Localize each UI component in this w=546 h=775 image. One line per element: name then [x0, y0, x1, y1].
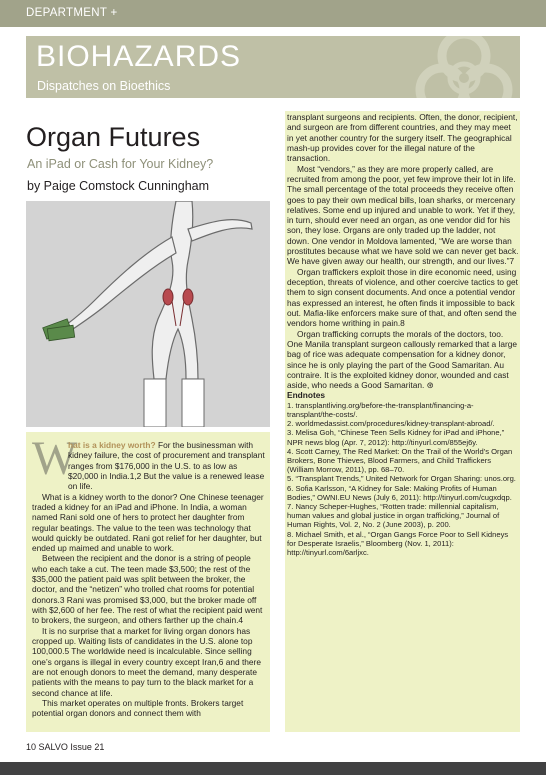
- body-paragraph: It is no surprise that a market for living organ donors has cropped up. Waiting lists of candidates in the U.S. alone top 100,000.5 The worldwide need is incalculable. Since selling one’s organs is illegal in every country except Iran,6 and there are not enough donors to meet the demand, many desperate patients with the means to pay turn to the black market for a second chance at life.: [32, 625, 261, 698]
- body-paragraph: This market operates on multiple fronts. Brokers target potential organ donors and connect them with: [32, 697, 244, 719]
- page-footer: 10 SALVO Issue 21: [26, 742, 105, 752]
- hero-illustration: [26, 201, 270, 427]
- body-paragraph: Organ traffickers exploit those in dire economic need, using deception, threats of violence, and other coercive tactics to get them to sign consent documents. And once a potential vendor has expressed an interest, he often finds it impossible to back out. Mafia-like enforcers make sure of that, and often send the vendors home writhing in pain.8: [287, 266, 518, 329]
- figure-with-kidneys-illustration: [26, 201, 270, 427]
- endnote-item: 5. “Transplant Trends,” United Network for Organ Sharing: unos.org.: [287, 474, 516, 484]
- article-title: Organ Futures: [26, 122, 201, 152]
- endnote-item: 8. Michael Smith, et al., “Organ Gangs Force Poor to Sell Kidneys for Desperate Israelis,” Bloomberg (Nov. 1, 2011): http://tinyurl.com/6arljxc.: [287, 529, 509, 557]
- endnotes-title: Endnotes: [287, 390, 326, 401]
- left-column-text: [32, 440, 268, 718]
- department-bar: [0, 0, 546, 27]
- plus-icon: +: [110, 7, 118, 19]
- right-column-text: [287, 112, 519, 557]
- body-paragraph: Most “vendors,” as they are more properly called, are recruited from among the poor, yet few improve their lot in life. The small percentage of the total proceeds they receive often goes to pay their own medical bills, loan sharks, or mercenary relatives. Some end up injured and unable to work. Yet if they, in turn, should ever need an organ, as one vendor did for his son, they lose. Organs are only traded up the ladder, not down. One vendor in Moldova lamented, “We are worse than prostitutes because what we have sold we can never get back. We have given away our health, our strength, and our lives.”7: [287, 163, 519, 267]
- body-paragraph: Between the recipient and the donor is a string of people who each take a cut. The teen made $3,500; the rest of the $35,000 the patient paid was split between the broker, the doctor, and the “netizen” who trolled chat rooms for potential donors.3 Rani was promised $3,000, but the broker made off with $2,600 of her fee. The rest of what the recipient paid went to brokers, the surgeon, and others farther up the chain.4: [32, 553, 263, 626]
- section-title: BIOHAZARDS: [36, 40, 242, 73]
- lead-paragraph: hat is a kidney worth? For the businessman with kidney failure, the cost of procurement and transplant ranges from $176,000 in the U.S. to as low as $20,000 in India.1,2 But the value is a renewed lease on life.: [68, 440, 265, 492]
- endnote-item: 2. worldmedassist.com/procedures/kidney-transplant-abroad/.: [287, 419, 495, 429]
- section-banner: [26, 36, 520, 98]
- endnote-item: 4. Scott Carney, The Red Market: On the Trail of the World’s Organ Brokers, Bone Thieves, Blood Farmers, and Child Traffickers (William Morrow, 2011), pp. 68–70.: [287, 446, 513, 475]
- endnote-item: 6. Sofia Karlsson, “A Kidney for Sale: Making Profits of Human Bodies,” OWNI.EU News (July 6, 2011): http://tinyurl.com/cugxdqp.: [287, 483, 512, 502]
- section-subtitle: Dispatches on Bioethics: [37, 79, 171, 93]
- lead-question: hat is a kidney worth?: [68, 440, 156, 450]
- body-paragraph: transplant surgeons and recipients. Often, the donor, recipient, and surgeon are from different countries, and they may meet in yet another country for the surgery itself. The geographical mash-up provides cover for the illegal nature of the transaction.: [287, 112, 518, 164]
- biohazard-icon: [404, 36, 520, 98]
- article-byline: by Paige Comstock Cunningham: [27, 179, 210, 193]
- body-paragraph: Organ trafficking corrupts the morals of the doctors, too. One Manila transplant surgeon callously remarked that a large bag of rice was adequate compensation for a kidney donor, since he is only playing the part of the Good Samaritan. Au contraire. It is the exploited kidney donor, wounded and cast aside, who needs a Good Samaritan. ⊛: [287, 328, 518, 391]
- department-label: DEPARTMENT +: [26, 7, 118, 19]
- endnote-item: 1. transplantliving.org/before-the-transplant/financing-a-transplant/the-costs/.: [287, 400, 474, 419]
- endnote-item: 3. Melisa Goh, “Chinese Teen Sells Kidney for iPad and iPhone,” NPR news blog (Apr. 7, 2012): http://tinyurl.com/855ej6y.: [287, 428, 505, 447]
- bottom-bar: [0, 762, 546, 775]
- body-paragraph: What is a kidney worth to the donor? One Chinese teenager traded a kidney for an iPad and iPhone. In India, a woman named Rani sold one of hers to protect her daughter from regular beatings. The value to the teen was technology that would quickly be outdated. Rani got relief for her daughter, but ended up maimed and unable to work.: [32, 491, 264, 554]
- article-subtitle: An iPad or Cash for Your Kidney?: [27, 157, 214, 171]
- drop-cap: W: [32, 432, 78, 485]
- endnote-item: 7. Nancy Scheper-Hughes, “Rotten trade: millennial capitalism, human values and global justice in organ trafficking,” Journal of Human Rights, Vol. 2, No. 2 (June 2003), p. 200.: [287, 501, 500, 530]
